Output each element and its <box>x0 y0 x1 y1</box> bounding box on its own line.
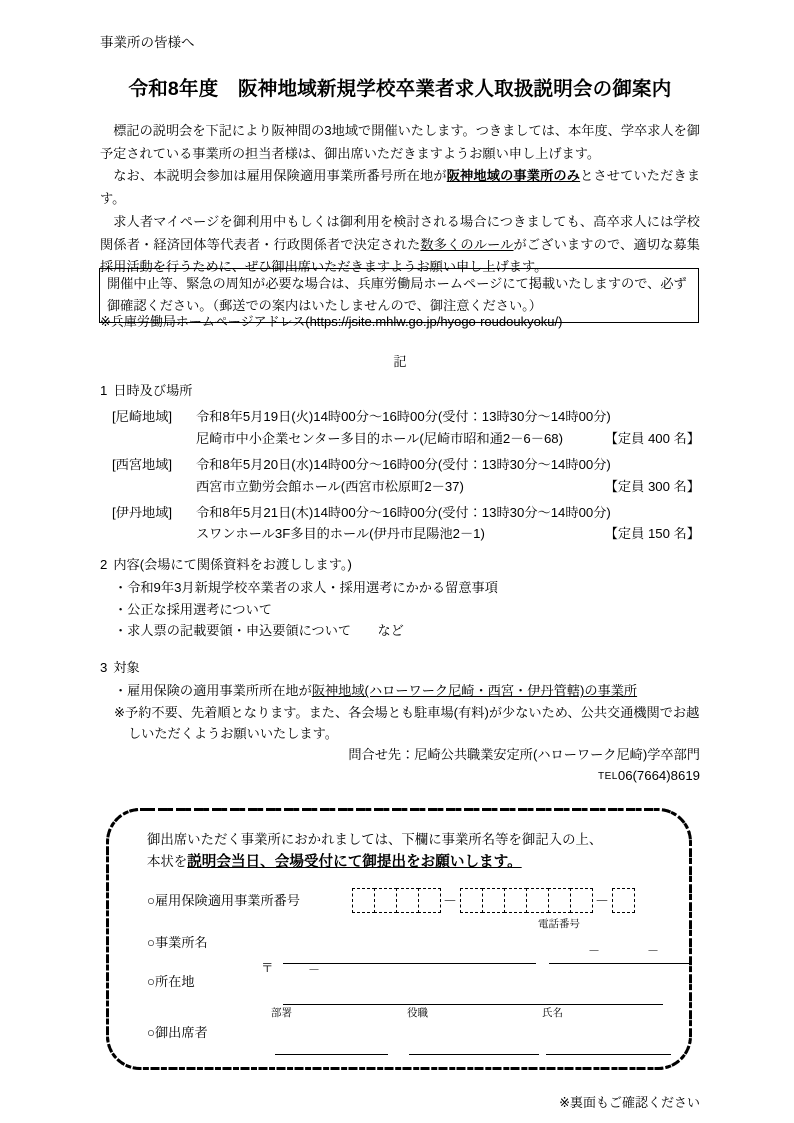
section-content-number: 2 <box>100 557 108 572</box>
insurance-cell[interactable] <box>504 888 527 913</box>
phone-label: 電話番号 <box>538 918 580 930</box>
office-name-input[interactable] <box>283 963 536 964</box>
insurance-cell[interactable] <box>352 888 375 913</box>
office-name-label: ○事業所名 <box>147 935 208 950</box>
venue-details <box>196 406 700 449</box>
form-instruction-line1: 御出席いただく事業所におかれましては、下欄に事業所名等を御記入の上、 <box>147 832 603 847</box>
insurance-cell[interactable] <box>396 888 419 913</box>
footer-note: ※裏面もご確認ください <box>559 1095 700 1110</box>
section-content-title: 内容(会場にて関係資料をお渡しします。) <box>113 557 352 572</box>
intro-p3-text-a: 求人者マイページを御利用中もしくは御利用を検討される場合につきましても、高卒求人には学校関係者・経済団体等代表者・行政関係者で決定された <box>100 213 700 252</box>
target-eligibility-emphasis: 阪神地域(ハローワーク尼崎・西宮・伊丹管轄)の事業所 <box>311 683 638 699</box>
contact-block <box>100 744 700 786</box>
insurance-cell[interactable] <box>548 888 571 913</box>
venue-capacity: 【定員 150 名】 <box>604 526 700 542</box>
target-note-text-1: ※予約不要、先着順となります。また、各会場とも駐車場(有料)が少ないため、公共交通機関でお越 <box>114 704 700 720</box>
zip-separator: － <box>308 963 321 977</box>
address-label: ○所在地 <box>147 974 195 989</box>
intro-paragraph-1 <box>100 120 700 165</box>
venue-datetime: 令和8年5月19日(火)14時00分～16時00分(受付：13時30分～14時00分) <box>196 409 611 425</box>
venue-details <box>196 454 700 497</box>
venue-place: 西宮市立勤労会館ホール(西宮市松原町2－37) <box>196 478 464 494</box>
venue-row <box>100 454 700 497</box>
insurance-cell[interactable] <box>570 888 593 913</box>
section-schedule-heading <box>100 381 700 401</box>
insurance-cell[interactable] <box>482 888 505 913</box>
section-schedule-number: 1 <box>100 383 108 398</box>
venue-details <box>196 502 700 545</box>
reply-form-box <box>106 808 692 1070</box>
venue-area-label: [西宮地域] <box>112 457 173 473</box>
zip-symbol-icon: 〒 <box>261 961 274 975</box>
section-target-number: 3 <box>100 660 108 675</box>
reply-form-inner <box>109 811 689 1067</box>
phone-input[interactable] <box>549 963 689 964</box>
intro-p1-text: 標記の説明会を下記により阪神間の3地域で開催いたします。つきましては、本年度、学卒求人を御予定されている事業所の担当者様は、御出席いただきますようお願い申し上げます。 <box>100 123 700 161</box>
insurance-group-3[interactable] <box>612 888 634 913</box>
insurance-cell[interactable] <box>374 888 397 913</box>
venue-area-label: [尼崎地域] <box>112 409 173 425</box>
homepage-url-line: ※兵庫労働局ホームページアドレス(https://jsite.mhlw.go.jp/hyogo-roudoukyoku/) <box>100 314 563 329</box>
insurance-number-input[interactable] <box>352 888 634 913</box>
venue-datetime: 令和8年5月20日(水)14時00分～16時00分(受付：13時30分～14時00分) <box>196 457 611 473</box>
venue-row <box>100 406 700 449</box>
insurance-cell[interactable] <box>612 888 635 913</box>
tel-label: TEL <box>598 771 618 783</box>
address-input[interactable] <box>283 1004 663 1005</box>
insurance-group-1[interactable] <box>352 888 440 913</box>
intro-p2-emphasis: 阪神地域の事業所のみ <box>446 168 581 184</box>
phone-separator-1: － <box>588 944 601 958</box>
ki-mark: 記 <box>393 354 407 369</box>
target-note-text-2: しいただくようお願いいたします。 <box>128 726 338 742</box>
emergency-notice-text: 開催中止等、緊急の周知が必要な場合は、兵庫労働局ホームページにて掲載いたしますので、必ず御確認ください。（郵送での案内はいたしませんので、御注意ください。） <box>107 276 687 313</box>
venue-row <box>100 502 700 545</box>
target-eligibility-text: ・雇用保険の適用事業所所在地が <box>114 683 312 699</box>
intro-paragraphs <box>100 120 700 279</box>
list-item: ・求人票の記載要領・申込要領について など <box>114 623 404 639</box>
insurance-group-2[interactable] <box>460 888 592 913</box>
section-content-heading <box>100 555 700 575</box>
attendee-column-department: 部署 <box>271 1007 292 1019</box>
addressee-line: 事業所の皆様へ <box>100 35 195 50</box>
venue-datetime: 令和8年5月21日(木)14時00分～16時00分(受付：13時30分～14時00分) <box>196 504 611 520</box>
attendee-column-position: 役職 <box>407 1007 428 1019</box>
insurance-number-label: ○雇用保険適用事業所番号 <box>147 893 301 908</box>
section-content <box>100 555 700 642</box>
intro-p2-text-b: とさせていただきます。 <box>100 168 701 207</box>
target-note-line <box>100 702 700 745</box>
section-target-heading <box>100 658 700 678</box>
insurance-cell[interactable] <box>460 888 483 913</box>
phone-separator-2: － <box>647 944 660 958</box>
list-item: ・公正な採用選考について <box>114 601 272 617</box>
attendee-label: ○御出席者 <box>147 1025 208 1040</box>
attendee-position-input[interactable] <box>409 1054 539 1055</box>
insurance-cell[interactable] <box>418 888 441 913</box>
contact-office: 問合せ先：尼崎公共職業安定所(ハローワーク尼崎)学卒部門 <box>348 747 700 762</box>
attendee-name-input[interactable] <box>546 1054 671 1055</box>
section-schedule <box>100 381 700 545</box>
section-schedule-title: 日時及び場所 <box>113 383 193 398</box>
target-eligibility-line <box>100 680 700 701</box>
venue-place-row <box>196 523 700 544</box>
intro-paragraph-2 <box>100 165 700 210</box>
content-item-list <box>100 577 700 641</box>
attendee-department-input[interactable] <box>275 1054 388 1055</box>
form-instruction-line2 <box>147 851 667 875</box>
attendee-column-name: 氏名 <box>542 1007 563 1019</box>
contact-tel-row <box>100 765 700 786</box>
insurance-cell[interactable] <box>526 888 549 913</box>
venue-place-row <box>196 428 700 449</box>
intro-p3-emphasis: 数多くのルール <box>420 236 514 252</box>
intro-p3-text-b: がございますので、適切な募集採用活動を行うために、ぜひ御出席いただきますようお願い申し上げます。 <box>100 236 700 275</box>
venue-capacity: 【定員 300 名】 <box>604 478 700 494</box>
form-instruction <box>147 829 667 874</box>
page-title: 令和8年度 阪神地域新規学校卒業者求人取扱説明会の御案内 <box>128 78 672 100</box>
section-target <box>100 658 700 745</box>
venue-place: スワンホール3F多目的ホール(伊丹市昆陽池2－1) <box>196 526 485 542</box>
intro-p2-text-a: なお、本説明会参加は雇用保険適用事業所番号所在地が <box>113 168 447 184</box>
tel-number: 06(7664)8619 <box>617 768 700 784</box>
insurance-separator: － <box>443 892 457 909</box>
venue-place: 尼崎市中小企業センター多目的ホール(尼崎市昭和通2－6－68) <box>196 430 564 446</box>
insurance-separator: － <box>595 892 609 909</box>
form-instruction-line2-prefix: 本状を <box>147 853 188 869</box>
form-instruction-emphasis: 説明会当日、会場受付にて御提出をお願いします。 <box>187 853 522 870</box>
section-target-title: 対象 <box>113 660 140 675</box>
list-item: ・令和9年3月新規学校卒業者の求人・採用選考にかかる留意事項 <box>114 580 498 596</box>
venue-area-label: [伊丹地域] <box>112 504 173 520</box>
venue-place-row <box>196 476 700 497</box>
venue-capacity: 【定員 400 名】 <box>604 430 700 446</box>
